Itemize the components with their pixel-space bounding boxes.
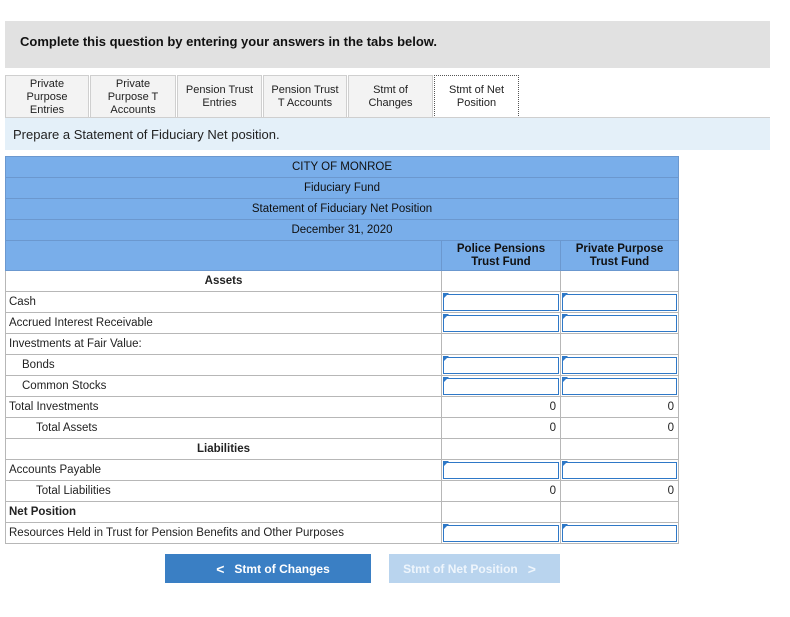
prev-tab-button[interactable] — [165, 554, 371, 583]
tab-pension-trust-t-accounts[interactable]: Pension Trust T Accounts — [263, 75, 347, 118]
column-header-private-purpose: Private Purpose Trust Fund — [561, 241, 679, 271]
input-bonds-private[interactable] — [561, 355, 679, 376]
title-row — [6, 178, 679, 199]
table-row — [6, 397, 679, 418]
input-box[interactable] — [562, 462, 677, 479]
input-bonds-police[interactable] — [442, 355, 561, 376]
title-row — [6, 199, 679, 220]
column-header-row — [6, 241, 679, 271]
input-box[interactable] — [443, 357, 559, 374]
table-row — [6, 523, 679, 544]
input-accrued-interest-police[interactable] — [442, 313, 561, 334]
cell-marker-icon — [443, 524, 449, 530]
tab-private-purpose-entries[interactable]: Private Purpose Entries — [5, 75, 89, 118]
table-row — [6, 334, 679, 355]
statement-name: Statement of Fiduciary Net Position — [6, 199, 679, 220]
header-blank — [6, 241, 442, 271]
total-liabilities-police-value: 0 — [442, 481, 561, 502]
input-box[interactable] — [562, 525, 677, 542]
input-accounts-payable-private[interactable] — [561, 460, 679, 481]
cell-marker-icon — [443, 356, 449, 362]
section-header-liabilities: Liabilities — [6, 439, 442, 460]
row-label-bonds: Bonds — [6, 355, 442, 376]
statement-fund: Fiduciary Fund — [6, 178, 679, 199]
cell-marker-icon — [562, 461, 568, 467]
input-box[interactable] — [562, 378, 677, 395]
title-row — [6, 157, 679, 178]
input-box[interactable] — [443, 525, 559, 542]
table-row — [6, 376, 679, 397]
input-box[interactable] — [443, 462, 559, 479]
table-row — [6, 502, 679, 523]
row-label-net-position: Net Position — [6, 502, 442, 523]
row-label-resources-held-in-trust: Resources Held in Trust for Pension Benefits and Other Purposes — [6, 523, 442, 544]
input-box[interactable] — [443, 378, 559, 395]
statement-date: December 31, 2020 — [6, 220, 679, 241]
instruction-text: Prepare a Statement of Fiduciary Net position. — [13, 127, 280, 142]
table-row — [6, 439, 679, 460]
statement-entity: CITY OF MONROE — [6, 157, 679, 178]
table-row — [6, 460, 679, 481]
table-row — [6, 313, 679, 334]
total-investments-police-value: 0 — [442, 397, 561, 418]
total-investments-private-value: 0 — [561, 397, 679, 418]
input-box[interactable] — [562, 315, 677, 332]
cell-marker-icon — [443, 293, 449, 299]
total-assets-police-value: 0 — [442, 418, 561, 439]
tab-bar — [5, 75, 770, 118]
row-label-total-liabilities: Total Liabilities — [6, 481, 442, 502]
input-cash-private[interactable] — [561, 292, 679, 313]
tab-private-purpose-t-accounts[interactable]: Private Purpose T Accounts — [90, 75, 176, 118]
instruction-title: Complete this question by entering your answers in the tabs below. — [20, 34, 438, 49]
input-cash-police[interactable] — [442, 292, 561, 313]
blank-cell — [442, 334, 561, 355]
tab-pension-trust-entries[interactable]: Pension Trust Entries — [177, 75, 262, 118]
instruction-header — [5, 21, 770, 68]
cell-marker-icon — [562, 293, 568, 299]
title-row — [6, 220, 679, 241]
next-tab-label: Stmt of Net Position — [403, 561, 518, 576]
cell-marker-icon — [562, 314, 568, 320]
row-label-investments-fair-value: Investments at Fair Value: — [6, 334, 442, 355]
blank-cell — [561, 271, 679, 292]
section-header-assets: Assets — [6, 271, 442, 292]
cell-marker-icon — [562, 356, 568, 362]
input-accrued-interest-private[interactable] — [561, 313, 679, 334]
input-resources-held-police[interactable] — [442, 523, 561, 544]
input-box[interactable] — [443, 294, 559, 311]
chevron-right-icon: > — [527, 560, 536, 577]
total-assets-private-value: 0 — [561, 418, 679, 439]
input-accounts-payable-police[interactable] — [442, 460, 561, 481]
instruction-bar — [5, 118, 770, 150]
row-label-cash: Cash — [6, 292, 442, 313]
prev-tab-label: Stmt of Changes — [234, 561, 330, 576]
input-common-stocks-private[interactable] — [561, 376, 679, 397]
tab-stmt-of-net-position[interactable]: Stmt of Net Position — [434, 75, 519, 118]
table-row — [6, 355, 679, 376]
row-label-total-investments: Total Investments — [6, 397, 442, 418]
cell-marker-icon — [562, 377, 568, 383]
cell-marker-icon — [443, 461, 449, 467]
tab-stmt-of-changes[interactable]: Stmt of Changes — [348, 75, 433, 118]
row-label-total-assets: Total Assets — [6, 418, 442, 439]
column-header-police-pensions: Police Pensions Trust Fund — [442, 241, 561, 271]
cell-marker-icon — [562, 524, 568, 530]
blank-cell — [561, 502, 679, 523]
table-row — [6, 292, 679, 313]
blank-cell — [442, 271, 561, 292]
blank-cell — [561, 439, 679, 460]
row-label-common-stocks: Common Stocks — [6, 376, 442, 397]
chevron-left-icon: < — [216, 560, 225, 577]
cell-marker-icon — [443, 377, 449, 383]
input-box[interactable] — [443, 315, 559, 332]
blank-cell — [561, 334, 679, 355]
statement-table — [5, 156, 679, 544]
cell-marker-icon — [443, 314, 449, 320]
total-liabilities-private-value: 0 — [561, 481, 679, 502]
input-resources-held-private[interactable] — [561, 523, 679, 544]
row-label-accounts-payable: Accounts Payable — [6, 460, 442, 481]
input-box[interactable] — [562, 294, 677, 311]
blank-cell — [442, 439, 561, 460]
next-tab-button[interactable] — [389, 554, 560, 583]
table-row — [6, 271, 679, 292]
table-row — [6, 481, 679, 502]
input-common-stocks-police[interactable] — [442, 376, 561, 397]
table-row — [6, 418, 679, 439]
row-label-accrued-interest: Accrued Interest Receivable — [6, 313, 442, 334]
input-box[interactable] — [562, 357, 677, 374]
blank-cell — [442, 502, 561, 523]
scrolled-content-remnant — [0, 0, 790, 6]
